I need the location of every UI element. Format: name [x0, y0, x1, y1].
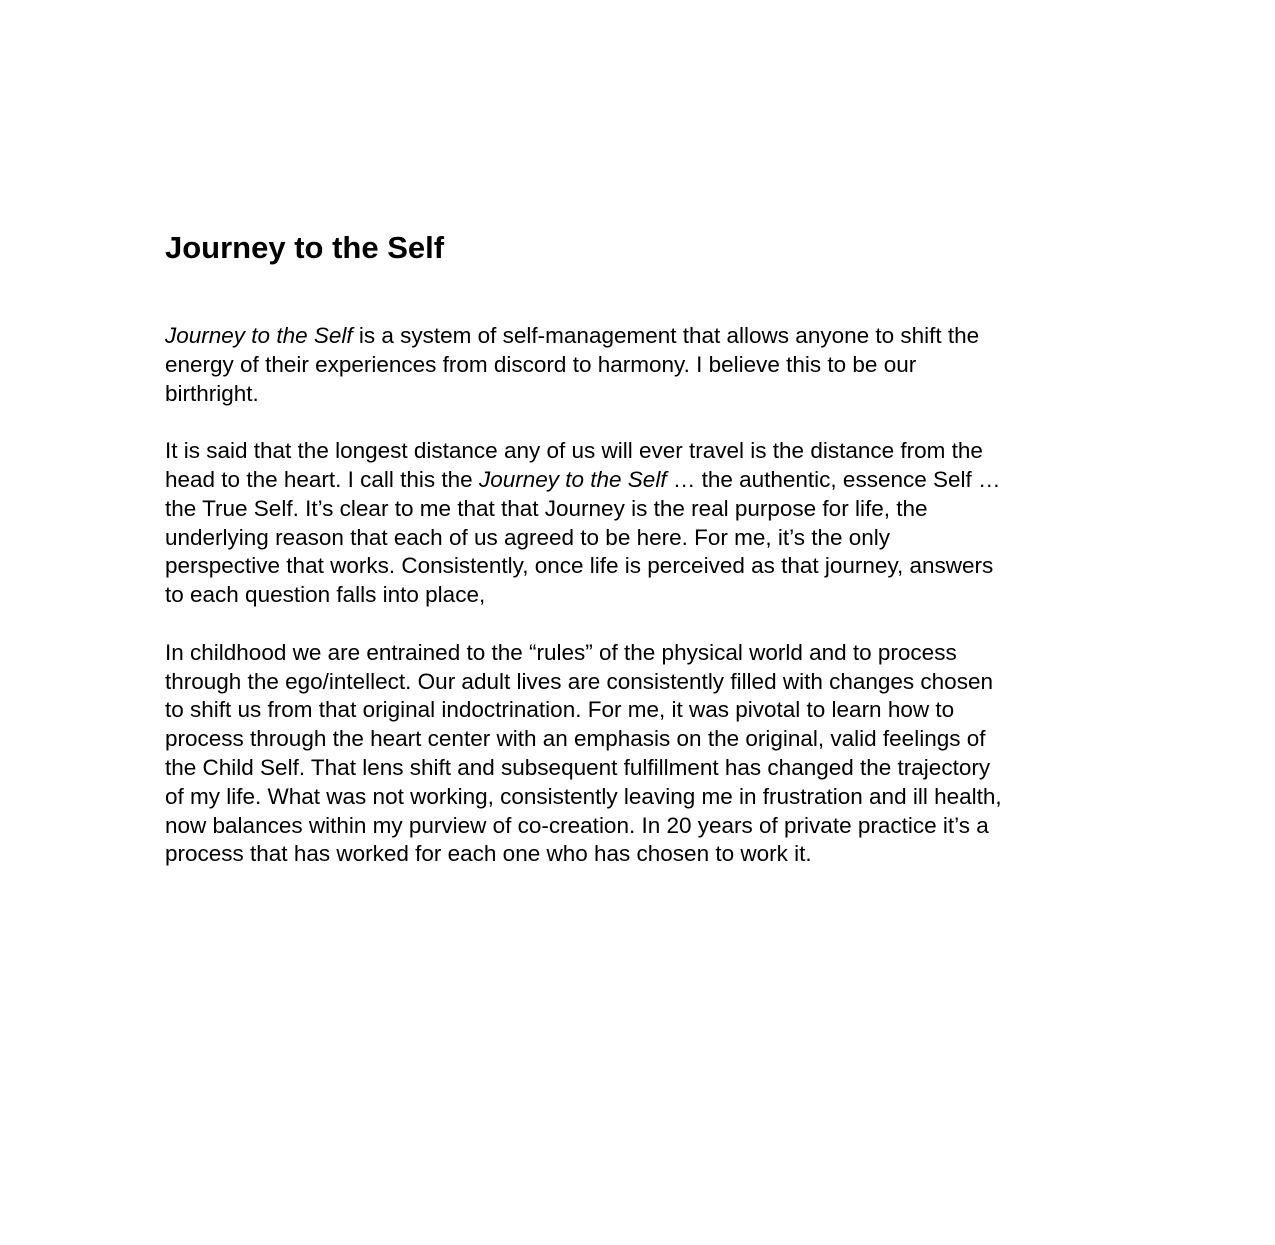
text-segment: of my life. What was not working, consistently leaving me in frustration and ill health,	[165, 783, 1002, 809]
text-line	[165, 754, 1110, 783]
text-line	[165, 437, 1110, 466]
paragraph	[165, 639, 1110, 869]
text-line	[165, 380, 1110, 409]
text-segment: It is said that the longest distance any of us will ever travel is the distance from the	[165, 438, 983, 464]
text-segment: perspective that works. Consistently, once life is perceived as that journey, answers	[165, 553, 994, 579]
italic-text: Journey to the Self	[165, 323, 353, 348]
text-segment: underlying reason that each of us agreed to be here. For me, it’s the only	[165, 524, 891, 550]
text-segment: to shift us from that original indoctrination. For me, it was pivotal to learn how to	[165, 697, 955, 723]
document-page	[165, 228, 1110, 898]
text-segment: is a system of self-management that allows anyone to shift the	[352, 323, 980, 348]
text-segment: to each question falls into place,	[165, 582, 486, 608]
text-line	[165, 783, 1110, 812]
text-line	[165, 696, 1110, 725]
text-segment: now balances within my purview of co-creation. In 20 years of private practice it’s a	[165, 812, 989, 838]
text-segment: through the ego/intellect. Our adult lives are consistently filled with changes chosen	[165, 668, 993, 694]
paragraph	[165, 437, 1110, 610]
text-line	[165, 840, 1110, 869]
document-body	[165, 322, 1110, 869]
italic-text: Journey to the Self	[478, 466, 667, 492]
text-segment: the Child Self. That lens shift and subsequent fulfillment has changed the trajectory	[165, 754, 991, 780]
text-line	[165, 812, 1110, 841]
text-line	[165, 725, 1110, 754]
paragraph	[165, 322, 1110, 408]
text-line	[165, 351, 1110, 380]
text-line	[165, 581, 1110, 610]
text-segment: process that has worked for each one who has chosen to work it.	[165, 841, 812, 867]
text-segment: birthright.	[165, 380, 259, 406]
text-line	[165, 495, 1110, 524]
text-line	[165, 466, 1110, 495]
text-line	[165, 668, 1110, 697]
text-segment: energy of their experiences from discord to harmony. I believe this to be our	[165, 351, 917, 377]
text-segment: … the authentic, essence Self …	[666, 466, 1001, 492]
text-line	[165, 524, 1110, 553]
text-line	[165, 639, 1110, 668]
text-segment: In childhood we are entrained to the “rules” of the physical world and to process	[165, 639, 957, 665]
text-segment: the True Self. It’s clear to me that that Journey is the real purpose for life, the	[165, 495, 928, 521]
document-title: Journey to the Self	[165, 230, 445, 265]
text-line	[165, 552, 1110, 581]
text-segment: process through the heart center with an emphasis on the original, valid feelings of	[165, 726, 986, 752]
text-segment: head to the heart. I call this the	[165, 466, 479, 492]
text-line	[165, 322, 1110, 351]
